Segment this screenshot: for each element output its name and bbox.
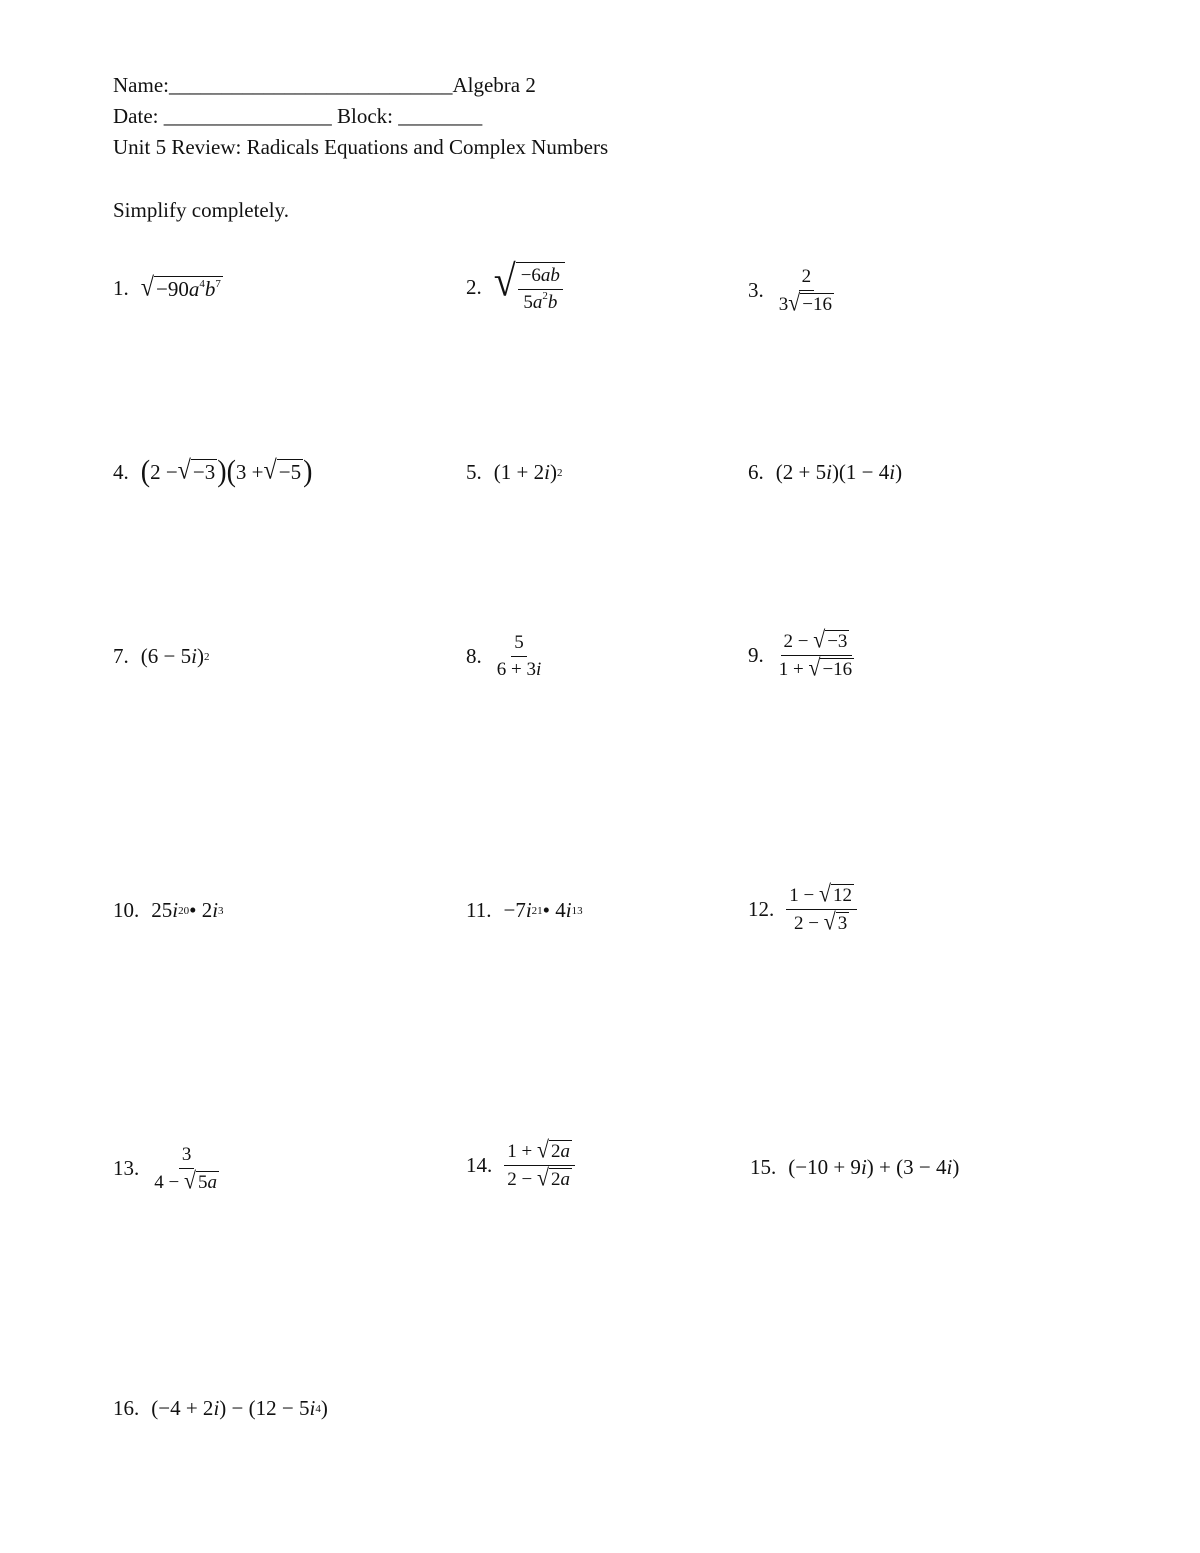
problem-number: 4. (113, 459, 129, 484)
problem-number: 2. (466, 275, 482, 300)
problem-number: 12. (748, 896, 775, 921)
problem-number: 6. (748, 460, 764, 484)
problem-number: 11. (466, 898, 492, 922)
problem-15 (750, 1155, 959, 1180)
radical: √ $-90a^4b^7$ (140, 272, 221, 303)
problem-12 (748, 880, 857, 935)
name-line: Name:___________________________Algebra 2 (113, 73, 536, 97)
problem-6 (748, 460, 902, 485)
expression: (2 + 5 i )(1 − 4 i ) (775, 460, 903, 484)
problem-3 (748, 266, 837, 316)
problem-9 (748, 626, 857, 681)
expression: 25 i 20 • 2 i 3 (151, 898, 224, 922)
problem-14 (466, 1136, 575, 1191)
problem-number: 15. (750, 1155, 777, 1179)
problem-2 (466, 256, 565, 314)
date-block-line: Date: ________________ Block: ________ (113, 104, 483, 128)
fraction: 2 − √ −3 1 + √ −16 (778, 626, 853, 681)
problem-number: 14. (466, 1152, 493, 1177)
radical: √ $\frac{-6ab}{5a^2b}$ (494, 262, 565, 314)
problem-number: 13. (113, 1156, 140, 1181)
expression: (−4 + 2 i ) − (12 − 5 i 4 ) (151, 1396, 328, 1420)
problem-number: 3. (748, 278, 764, 303)
problem-number: 7. (113, 644, 129, 668)
expression: (−10 + 9 i ) + (3 − 4 i ) (788, 1155, 960, 1179)
problem-10 (113, 898, 224, 923)
worksheet-title: Unit 5 Review: Radicals Equations and Complex Numbers (113, 135, 609, 159)
problem-8 (466, 632, 544, 681)
problem-number: 10. (113, 898, 140, 922)
fraction: 1 + √ 2a 2 − √ 2a (504, 1140, 575, 1191)
problem-number: 1. (113, 276, 129, 301)
problem-4 (113, 454, 313, 489)
fraction: $\frac{5}{6 + 3i}$ (496, 632, 542, 680)
problem-7 (113, 644, 209, 669)
problem-number: 9. (748, 642, 764, 667)
expression: ( 2 − √ −3 ) ( 3 + √ −5 ) (140, 454, 313, 489)
problem-number: 5. (466, 460, 482, 484)
expression: −7 i 21 • 4 i 13 (503, 898, 583, 922)
expression: (1 + 2 i ) 2 (493, 460, 563, 484)
instructions: Simplify completely. (113, 198, 289, 222)
problem-5 (466, 460, 562, 485)
fraction: 1 − √ 12 2 − √ 3 (786, 884, 857, 935)
problem-number: 16. (113, 1396, 140, 1420)
expression (140, 272, 223, 303)
problem-13 (113, 1144, 222, 1194)
fraction: 3 4 − √ 5a (154, 1144, 217, 1194)
problem-1 (113, 272, 223, 303)
problem-16 (113, 1396, 328, 1421)
problem-number: 8. (466, 643, 482, 668)
fraction: 2 3 √ −16 (778, 266, 832, 316)
problem-11 (466, 898, 583, 923)
expression (493, 256, 565, 314)
expression: (6 − 5 i ) 2 (140, 644, 210, 668)
